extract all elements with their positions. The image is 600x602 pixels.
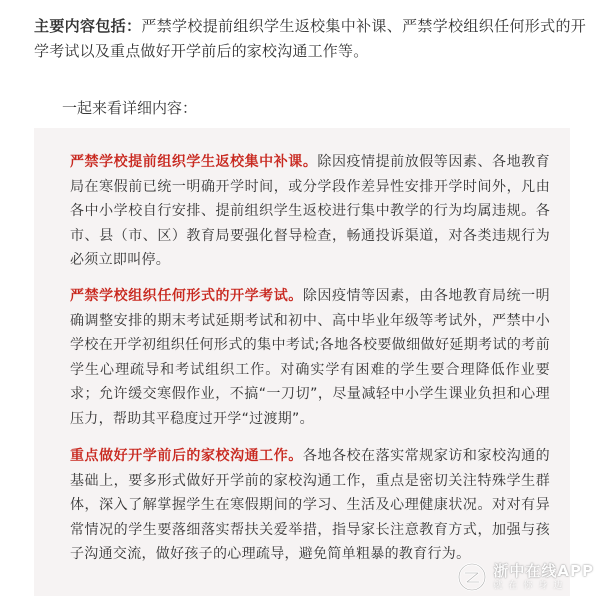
section-body: 除因疫情提前放假等因素、各地教育局在寒假前已统一明确开学时间，或分学段作差异性安排开学时间外，凡由各中小学校自行安排、提前组织学生返校进行集中教学的行为均属违规。各市、县（市、区）教育局要强化督导检查，畅通投诉渠道，对各类违规行为必须立即叫停。 (70, 154, 550, 268)
intro-text: 严禁学校提前组织学生返校集中补课、严禁学校组织任何形式的开学考试以及重点做好开学前后的家校沟通工作等。 (34, 17, 586, 60)
details-lead-line: 一起来看详细内容： (62, 99, 198, 117)
intro-lead: 主要内容包括： (34, 17, 142, 35)
section-heading: 严禁学校组织任何形式的开学考试。 (70, 288, 303, 304)
section-heading: 重点做好开学前后的家校沟通工作。 (70, 448, 303, 464)
zjol-logo-icon (457, 562, 487, 592)
section-body: 各地各校在落实常规家访和家校沟通的基础上，要多形式做好开学前的家校沟通工作，重点是密切关注特殊学生群体，深入了解掌握学生在寒假期间的学习、生活及心理健康状况。对对有异常情况的学生要落细落实帮扶关爱举措，指导家长注意教育方式，加强与孩子沟通交流，做好孩子的心理疏导，避免简单粗暴的教育行为。 (70, 448, 550, 562)
section-no-entrance-exams (70, 284, 550, 431)
watermark-subtitle: 就在你身边 (493, 580, 569, 591)
section-heading: 严禁学校提前组织学生返校集中补课。 (70, 154, 318, 170)
details-panel (34, 128, 570, 596)
section-body: 除因疫情等因素，由各地教育局统一明确调整安排的期末考试延期考试和初中、高中毕业年级等考试外，严禁中小学校在开学初组织任何形式的集中考试;各地各校要做细做好延期考试的考前学生心理疏导和考试组织工作。对确实学有困难的学生要合理降低作业要求；允许缓交寒假作业，不搞“一刀切”，尽量减轻中小学生课业负担和心理压力，帮助其平稳度过开学“过渡期”。 (70, 288, 550, 427)
intro-paragraph (34, 14, 586, 64)
section-no-early-classes (70, 150, 550, 273)
app-watermark (457, 562, 594, 592)
watermark-title: 浙中在线APP (493, 561, 594, 580)
section-home-school-communication (70, 444, 550, 567)
